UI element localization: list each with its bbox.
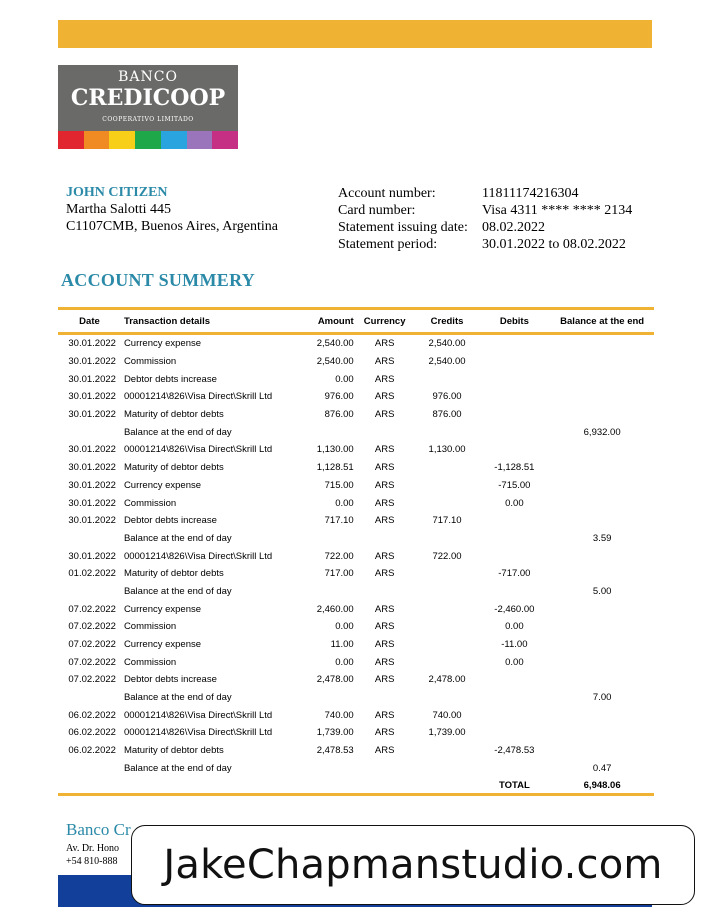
cell-currency (354, 583, 416, 601)
cell-details: Balance at the end of day (123, 532, 232, 544)
section-title: ACCOUNT SUMMERY (61, 270, 256, 290)
cell-currency: ARS (374, 745, 395, 757)
cell-amount: 976.00 (324, 391, 354, 403)
table-row (58, 565, 654, 583)
cell-debits: 0.00 (505, 656, 524, 668)
cell-date: 30.01.2022 (68, 515, 116, 527)
cell-debits: -1,128.51 (494, 462, 535, 474)
col-date-header: Date (58, 309, 121, 334)
cell-details: Commission (123, 497, 177, 509)
logo-brand-name: CREDICOOP (70, 85, 226, 111)
cell-amount (299, 423, 354, 441)
cell-debits (478, 547, 550, 565)
footer-phone-line: +54 810-888 (66, 856, 118, 867)
cell-balance (550, 706, 654, 724)
cell-details: Debtor debts increase (123, 373, 217, 385)
cell-balance (550, 441, 654, 459)
col-currency-header: Currency (354, 309, 416, 334)
cell-debits (478, 724, 550, 742)
cell-balance (550, 370, 654, 388)
cell-amount: 0.00 (335, 373, 354, 385)
watermark-banner: JakeChapmanstudio.com (131, 825, 695, 905)
table-header-row (58, 309, 654, 334)
logo-stripe (135, 131, 161, 149)
cell-date: 30.01.2022 (68, 479, 116, 491)
cell-amount: 717.00 (324, 568, 354, 580)
table-row (58, 547, 654, 565)
cell-currency: ARS (374, 621, 395, 633)
cell-balance: 0.47 (592, 762, 612, 774)
cell-details: Maturity of debtor debts (123, 462, 224, 474)
cell-debits (478, 334, 550, 353)
total-value: 6,948.06 (550, 777, 654, 795)
card-number-row (338, 202, 632, 219)
cell-debits (478, 671, 550, 689)
cell-details: Balance at the end of day (123, 762, 232, 774)
cell-balance (550, 636, 654, 654)
table-row (58, 423, 654, 441)
cell-date: 07.02.2022 (68, 621, 116, 633)
cell-credits: 722.00 (432, 550, 462, 562)
cell-amount: 715.00 (324, 479, 354, 491)
cell-date (58, 423, 121, 441)
cell-debits (478, 406, 550, 424)
cell-amount: 740.00 (324, 709, 354, 721)
cell-date: 30.01.2022 (68, 497, 116, 509)
footer-address (66, 842, 119, 868)
cell-debits (478, 370, 550, 388)
cell-date (58, 583, 121, 601)
cell-debits (478, 388, 550, 406)
header-accent-bar (58, 20, 652, 48)
cell-currency: ARS (374, 727, 395, 739)
cell-balance (550, 353, 654, 371)
cell-date: 06.02.2022 (68, 727, 116, 739)
cell-currency: ARS (374, 479, 395, 491)
cell-date: 30.01.2022 (68, 409, 116, 421)
cell-balance (550, 742, 654, 760)
cell-debits (478, 512, 550, 530)
cell-balance (550, 512, 654, 530)
cell-currency: ARS (374, 674, 395, 686)
cell-credits: 717.10 (432, 515, 462, 527)
cell-debits (478, 760, 550, 778)
table-total-row (58, 777, 654, 795)
cell-balance (550, 334, 654, 353)
table-row (58, 353, 654, 371)
cell-details: Currency expense (123, 603, 202, 615)
cell-amount: 11.00 (330, 639, 354, 651)
cell-credits (416, 742, 479, 760)
statement-period-value: 30.01.2022 to 08.02.2022 (482, 237, 626, 252)
cell-currency: ARS (374, 639, 395, 651)
transactions-table-wrapper (58, 307, 654, 796)
cell-debits: -11.00 (501, 639, 528, 651)
account-number-value: 11811174216304 (482, 186, 579, 201)
bank-logo (58, 65, 238, 149)
cell-currency: ARS (374, 391, 395, 403)
customer-address-line1: Martha Salotti 445 (66, 202, 171, 217)
cell-amount: 1,130.00 (316, 444, 354, 456)
cell-credits (416, 477, 479, 495)
cell-details: Maturity of debtor debts (123, 409, 224, 421)
cell-balance: 7.00 (592, 692, 612, 704)
logo-stripe (212, 131, 238, 149)
cell-currency (354, 689, 416, 707)
table-row (58, 600, 654, 618)
table-row (58, 706, 654, 724)
cell-date: 30.01.2022 (68, 356, 116, 368)
cell-amount: 2,540.00 (316, 356, 354, 368)
cell-credits: 2,540.00 (428, 338, 466, 350)
cell-currency: ARS (374, 709, 395, 721)
cell-debits (478, 423, 550, 441)
account-number-label: Account number: (338, 186, 436, 201)
cell-balance (550, 459, 654, 477)
cell-currency: ARS (374, 409, 395, 421)
table-row (58, 388, 654, 406)
cell-credits (416, 600, 479, 618)
cell-balance (550, 388, 654, 406)
cell-details: Debtor debts increase (123, 515, 217, 527)
table-row (58, 724, 654, 742)
cell-date: 01.02.2022 (68, 568, 116, 580)
cell-date: 07.02.2022 (68, 656, 116, 668)
cell-credits: 1,130.00 (428, 444, 466, 456)
cell-balance (550, 547, 654, 565)
cell-balance (550, 671, 654, 689)
cell-credits (416, 530, 479, 548)
cell-amount: 717.10 (324, 515, 354, 527)
cell-credits: 976.00 (432, 391, 462, 403)
table-row (58, 477, 654, 495)
cell-amount: 1,739.00 (316, 727, 354, 739)
cell-credits (416, 370, 479, 388)
cell-debits: -2,478.53 (494, 745, 535, 757)
cell-debits (478, 689, 550, 707)
table-row (58, 636, 654, 654)
cell-currency (354, 423, 416, 441)
cell-currency: ARS (374, 515, 395, 527)
table-row (58, 583, 654, 601)
cell-amount: 0.00 (335, 497, 354, 509)
statement-period-row (338, 236, 632, 253)
table-row (58, 512, 654, 530)
card-number-label: Card number: (338, 203, 416, 218)
cell-date: 30.01.2022 (68, 338, 116, 350)
logo-stripe (161, 131, 187, 149)
cell-details: Balance at the end of day (123, 426, 232, 438)
cell-amount: 2,460.00 (316, 603, 354, 615)
logo-stripe (109, 131, 135, 149)
total-label: TOTAL (478, 777, 550, 795)
table-body (58, 334, 654, 778)
cell-date: 07.02.2022 (68, 603, 116, 615)
cell-credits: 2,478.00 (428, 674, 466, 686)
cell-balance (550, 406, 654, 424)
logo-tagline: COOPERATIVO LIMITADO (102, 116, 194, 123)
footer-address-line: Av. Dr. Hono (66, 843, 120, 854)
cell-amount (299, 583, 354, 601)
transactions-table (58, 307, 654, 796)
cell-currency: ARS (374, 603, 395, 615)
cell-currency: ARS (374, 373, 395, 385)
cell-balance (550, 618, 654, 636)
cell-date (58, 530, 121, 548)
cell-balance (550, 565, 654, 583)
cell-balance (550, 653, 654, 671)
cell-date: 06.02.2022 (68, 745, 116, 757)
cell-details: Balance at the end of day (123, 692, 232, 704)
cell-credits (416, 494, 479, 512)
cell-details: 00001214\826\Visa Direct\Skrill Ltd (123, 727, 273, 739)
issuing-date-row (338, 219, 632, 236)
cell-credits (416, 653, 479, 671)
cell-credits (416, 618, 479, 636)
account-number-row (338, 185, 632, 202)
cell-currency: ARS (374, 338, 395, 350)
cell-debits: -717.00 (498, 568, 531, 580)
cell-credits: 1,739.00 (428, 727, 466, 739)
cell-credits: 876.00 (432, 409, 462, 421)
cell-currency: ARS (374, 356, 395, 368)
cell-details: 00001214\826\Visa Direct\Skrill Ltd (123, 391, 273, 403)
cell-amount: 1,128.51 (316, 462, 354, 474)
logo-stripe (187, 131, 213, 149)
col-balance-header: Balance at the end (550, 309, 654, 334)
cell-amount: 2,478.00 (316, 674, 354, 686)
cell-currency: ARS (374, 462, 395, 474)
logo-color-stripes (58, 131, 238, 149)
cell-date: 06.02.2022 (68, 709, 116, 721)
cell-date (58, 689, 121, 707)
cell-amount: 0.00 (335, 621, 354, 633)
cell-details: 00001214\826\Visa Direct\Skrill Ltd (123, 709, 273, 721)
cell-date: 30.01.2022 (68, 373, 116, 385)
cell-date: 07.02.2022 (68, 639, 116, 651)
issuing-date-value: 08.02.2022 (482, 220, 545, 235)
table-row (58, 370, 654, 388)
cell-balance (550, 494, 654, 512)
cell-debits: 0.00 (505, 621, 524, 633)
cell-debits: -2,460.00 (494, 603, 535, 615)
card-number-value: Visa 4311 **** **** 2134 (482, 203, 633, 218)
cell-debits: -715.00 (498, 479, 531, 491)
logo-stripe (58, 131, 84, 149)
cell-currency: ARS (374, 444, 395, 456)
cell-credits (416, 583, 479, 601)
footer-bank-name: Banco Cr (66, 820, 131, 839)
cell-credits (416, 459, 479, 477)
account-details (338, 185, 632, 253)
table-row (58, 760, 654, 778)
cell-date: 07.02.2022 (68, 674, 116, 686)
cell-currency: ARS (374, 550, 395, 562)
cell-details: Maturity of debtor debts (123, 745, 224, 757)
table-row (58, 653, 654, 671)
cell-details: Balance at the end of day (123, 585, 232, 597)
customer-name: JOHN CITIZEN (66, 185, 168, 200)
cell-date: 30.01.2022 (68, 550, 116, 562)
cell-details: Currency expense (123, 639, 202, 651)
cell-debits (478, 583, 550, 601)
cell-currency: ARS (374, 568, 395, 580)
table-row (58, 459, 654, 477)
cell-date (58, 760, 121, 778)
customer-address-line2: C1107CMB, Buenos Aires, Argentina (66, 219, 278, 234)
cell-credits (416, 760, 479, 778)
cell-debits: 0.00 (505, 497, 524, 509)
cell-details: Commission (123, 621, 177, 633)
cell-details: Currency expense (123, 479, 202, 491)
cell-currency (354, 760, 416, 778)
customer-block (66, 184, 278, 235)
table-row (58, 689, 654, 707)
cell-amount (299, 689, 354, 707)
cell-balance (550, 600, 654, 618)
cell-currency: ARS (374, 497, 395, 509)
cell-balance (550, 724, 654, 742)
table-row (58, 742, 654, 760)
logo-bank-word: BANCO (118, 69, 178, 85)
cell-date: 30.01.2022 (68, 462, 116, 474)
cell-balance: 6,932.00 (583, 426, 621, 438)
cell-details: Debtor debts increase (123, 674, 217, 686)
cell-debits (478, 353, 550, 371)
cell-date: 30.01.2022 (68, 391, 116, 403)
cell-amount: 2,478.53 (316, 745, 354, 757)
table-row (58, 406, 654, 424)
cell-debits (478, 706, 550, 724)
cell-details: Maturity of debtor debts (123, 568, 224, 580)
table-row (58, 334, 654, 353)
table-row (58, 671, 654, 689)
cell-details: Commission (123, 356, 177, 368)
cell-details: Commission (123, 656, 177, 668)
cell-credits (416, 423, 479, 441)
cell-amount: 0.00 (335, 656, 354, 668)
cell-balance (550, 477, 654, 495)
logo-stripe (84, 131, 110, 149)
cell-amount (299, 530, 354, 548)
table-row (58, 530, 654, 548)
cell-balance: 3.59 (592, 532, 612, 544)
cell-details: Currency expense (123, 338, 202, 350)
cell-currency: ARS (374, 656, 395, 668)
col-amount-header: Amount (299, 309, 354, 334)
col-credits-header: Credits (416, 309, 479, 334)
cell-debits (478, 441, 550, 459)
cell-credits: 2,540.00 (428, 356, 466, 368)
table-row (58, 441, 654, 459)
cell-credits: 740.00 (432, 709, 462, 721)
cell-details: 00001214\826\Visa Direct\Skrill Ltd (123, 550, 273, 562)
cell-amount: 722.00 (324, 550, 354, 562)
cell-credits (416, 689, 479, 707)
cell-amount: 876.00 (324, 409, 354, 421)
col-details-header: Transaction details (121, 309, 299, 334)
cell-date: 30.01.2022 (68, 444, 116, 456)
cell-balance: 5.00 (592, 585, 612, 597)
issuing-date-label: Statement issuing date: (338, 220, 468, 235)
cell-credits (416, 565, 479, 583)
cell-currency (354, 530, 416, 548)
col-debits-header: Debits (478, 309, 550, 334)
cell-amount: 2,540.00 (316, 338, 354, 350)
cell-details: 00001214\826\Visa Direct\Skrill Ltd (123, 444, 273, 456)
cell-amount (299, 760, 354, 778)
table-row (58, 618, 654, 636)
cell-credits (416, 636, 479, 654)
statement-period-label: Statement period: (338, 237, 438, 252)
table-row (58, 494, 654, 512)
cell-debits (478, 530, 550, 548)
